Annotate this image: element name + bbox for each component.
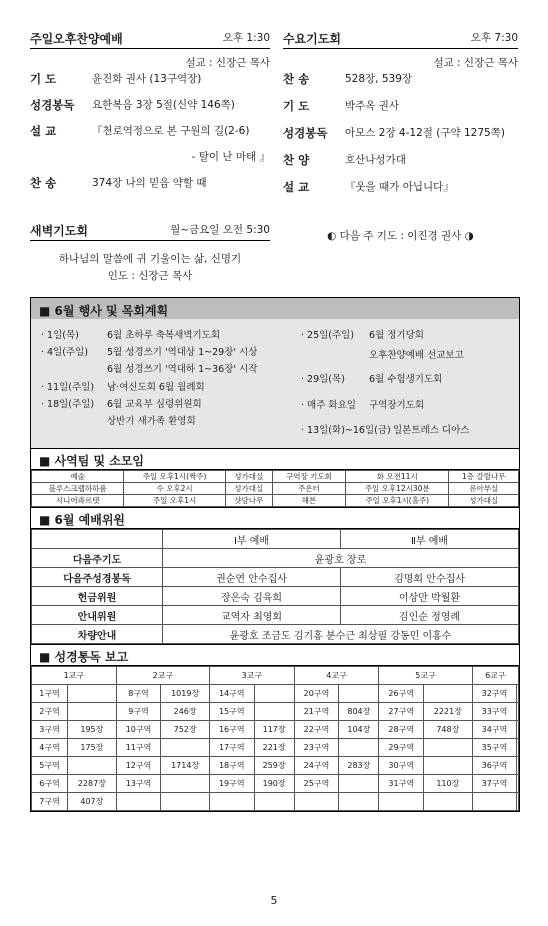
reading-district: 26구역 bbox=[379, 685, 424, 703]
reading-count bbox=[161, 739, 210, 757]
wednesday-title: 수요기도회 bbox=[283, 32, 341, 46]
event-date: · 25일(주일) bbox=[301, 330, 355, 341]
duty-value-2: 김명회 안수집사 bbox=[341, 568, 519, 587]
reading-count bbox=[424, 757, 473, 775]
reading-count bbox=[517, 793, 519, 811]
duty-table bbox=[31, 529, 519, 644]
duty-row bbox=[32, 568, 519, 587]
reading-count bbox=[339, 685, 379, 703]
dawn-prayer-header bbox=[30, 222, 270, 241]
reading-count bbox=[424, 685, 473, 703]
event-text: 오후찬양예배 선교보고 bbox=[369, 350, 464, 361]
reading-count: 283장 bbox=[339, 757, 379, 775]
june-events bbox=[31, 319, 519, 448]
event-text: 6월 정기당회 bbox=[369, 330, 424, 341]
service-item bbox=[30, 97, 270, 123]
reading-count bbox=[68, 685, 117, 703]
reading-count bbox=[254, 685, 294, 703]
reading-count: 190장 bbox=[254, 775, 294, 793]
service-item-label: 설 교 bbox=[30, 124, 57, 138]
reading-district: 6구역 bbox=[32, 775, 68, 793]
event-date: · 4일(주일) bbox=[41, 347, 89, 358]
reading-district: 14구역 bbox=[209, 685, 254, 703]
reading-district: 33구역 bbox=[472, 703, 517, 721]
ministry-cell: 성가대실 bbox=[225, 471, 272, 483]
service-item-label: 기 도 bbox=[283, 99, 310, 113]
june-events-title: ■ 6월 행사 및 목회계획 bbox=[31, 298, 519, 319]
reading-count bbox=[339, 739, 379, 757]
reading-count bbox=[161, 775, 210, 793]
reading-district: 17구역 bbox=[209, 739, 254, 757]
duty-value: 윤광호 조금도 김기홍 분수근 최상필 강동민 이홍수 bbox=[163, 625, 519, 644]
reading-district bbox=[294, 793, 339, 811]
reading-district bbox=[209, 793, 254, 811]
reading-count: 195장 bbox=[68, 721, 117, 739]
reading-district: 34구역 bbox=[472, 721, 517, 739]
reading-district: 2구역 bbox=[32, 703, 68, 721]
service-item-value: 호산나성가대 bbox=[345, 154, 406, 166]
ministry-cell: 유아부실 bbox=[449, 483, 519, 495]
service-item bbox=[30, 149, 270, 175]
reading-district: 36구역 bbox=[472, 757, 517, 775]
notice-box bbox=[30, 297, 520, 812]
event-text: 5월 성경쓰기 '역대상 1~29장' 시상 bbox=[107, 347, 258, 358]
reading-district: 9구역 bbox=[116, 703, 161, 721]
district-header: 2교구 bbox=[116, 667, 209, 685]
reading-district: 29구역 bbox=[379, 739, 424, 757]
wednesday-time: 오후 7:30 bbox=[470, 32, 518, 44]
reading-count bbox=[254, 703, 294, 721]
service-item-value: 528장, 539장 bbox=[345, 73, 413, 85]
reading-district: 11구역 bbox=[116, 739, 161, 757]
reading-district: 25구역 bbox=[294, 775, 339, 793]
reading-count: 804장 bbox=[339, 703, 379, 721]
reading-district: 27구역 bbox=[379, 703, 424, 721]
duty-value-1: 장은숙 김육희 bbox=[163, 587, 341, 606]
service-item-label: 찬 양 bbox=[283, 153, 310, 167]
service-item bbox=[283, 71, 518, 98]
reading-count: 246장 bbox=[161, 703, 210, 721]
ministry-title: ■ 사역팀 및 소모임 bbox=[31, 448, 519, 470]
reading-district: 1구역 bbox=[32, 685, 68, 703]
reading-count bbox=[517, 703, 519, 721]
reading-count bbox=[517, 721, 519, 739]
reading-count bbox=[424, 739, 473, 757]
service-item-label: 성경봉독 bbox=[30, 98, 75, 112]
reading-title: ■ 성경통독 보고 bbox=[31, 644, 519, 666]
wednesday-items bbox=[283, 71, 518, 206]
event-text: 6월 성경쓰기 '역대하 1~36장' 시작 bbox=[107, 364, 258, 375]
service-item-value: 박주옥 권사 bbox=[345, 100, 400, 112]
sunday-afternoon-section bbox=[30, 30, 270, 201]
reading-count: 104장 bbox=[339, 721, 379, 739]
ministry-cell: 성가대실 bbox=[225, 483, 272, 495]
reading-district: 35구역 bbox=[472, 739, 517, 757]
reading-district: 3구역 bbox=[32, 721, 68, 739]
duty-value-2: 이상만 박월환 bbox=[341, 587, 519, 606]
service-item bbox=[283, 125, 518, 152]
event-date: · 1일(목) bbox=[41, 330, 79, 341]
duty-label: 다음주성경봉독 bbox=[32, 568, 163, 587]
duty-value-1: 교역자 최영회 bbox=[163, 606, 341, 625]
dawn-theme: 하나님의 말씀에 귀 기울이는 삶, 신명기 bbox=[58, 253, 242, 265]
duty-title: ■ 6월 예배위원 bbox=[31, 507, 519, 529]
reading-count bbox=[161, 793, 210, 811]
reading-district: 10구역 bbox=[116, 721, 161, 739]
reading-count: 1714장 bbox=[161, 757, 210, 775]
reading-count bbox=[339, 793, 379, 811]
reading-district: 5구역 bbox=[32, 757, 68, 775]
service-item bbox=[283, 98, 518, 125]
service-item-value: 요한복음 3장 5절(신약 146쪽) bbox=[92, 99, 235, 111]
reading-district bbox=[472, 793, 517, 811]
service-item bbox=[30, 71, 270, 97]
event-text: 남·여신도회 6월 월례회 bbox=[107, 382, 205, 393]
ministry-cell: 주온터 bbox=[272, 483, 345, 495]
reading-row bbox=[32, 685, 519, 703]
sunday-afternoon-header bbox=[30, 30, 270, 49]
duty-col2: Ⅱ부 예배 bbox=[341, 530, 519, 549]
duty-value-1: 권순연 안수집사 bbox=[163, 568, 341, 587]
event-text: 일본트레스 디아스 bbox=[393, 425, 470, 436]
service-item-label: 성경봉독 bbox=[283, 126, 328, 140]
sunday-afternoon-title: 주일오후찬양예배 bbox=[30, 32, 123, 46]
event-text: 6월 교육부 심령위원회 bbox=[107, 399, 202, 410]
event-date: · 매주 화요일 bbox=[301, 400, 356, 411]
reading-district: 32구역 bbox=[472, 685, 517, 703]
duty-label: 차량안내 bbox=[32, 625, 163, 644]
reading-district: 22구역 bbox=[294, 721, 339, 739]
service-item-value: 『천로역정으로 본 구원의 길(2-6) bbox=[92, 125, 250, 137]
service-item bbox=[30, 175, 270, 201]
district-header: 4교구 bbox=[294, 667, 379, 685]
reading-count bbox=[339, 775, 379, 793]
reading-district: 15구역 bbox=[209, 703, 254, 721]
ministry-row bbox=[32, 471, 519, 483]
ministry-cell: 해븐 bbox=[272, 495, 345, 507]
reading-district: 13구역 bbox=[116, 775, 161, 793]
reading-district: 28구역 bbox=[379, 721, 424, 739]
reading-district: 7구역 bbox=[32, 793, 68, 811]
reading-district bbox=[379, 793, 424, 811]
duty-value: 윤광호 장로 bbox=[163, 549, 519, 568]
event-text: 6월 수험생기도회 bbox=[369, 374, 443, 385]
district-header: 5교구 bbox=[379, 667, 472, 685]
service-item-value: 『웃을 때가 아닙니다』 bbox=[345, 181, 454, 193]
ministry-cell: 1층 갈릴나무 bbox=[449, 471, 519, 483]
reading-row bbox=[32, 703, 519, 721]
reading-count: 2287장 bbox=[68, 775, 117, 793]
ministry-row bbox=[32, 483, 519, 495]
next-prayer: ◐ 다음 주 기도 : 이진경 권사 ◑ bbox=[327, 230, 474, 242]
ministry-row bbox=[32, 495, 519, 507]
dawn-prayer-time: 월~금요일 오전 5:30 bbox=[170, 224, 270, 236]
service-item-label: 찬 송 bbox=[283, 72, 310, 86]
service-item-value: 윤진화 권사 (13구역장) bbox=[92, 73, 202, 85]
service-item-value: - 탈이 난 마태 』 bbox=[191, 151, 270, 163]
service-item-label: 기 도 bbox=[30, 72, 57, 86]
reading-count: 2221장 bbox=[424, 703, 473, 721]
ministry-cell: 구역장 기도회 bbox=[272, 471, 345, 483]
duty-row bbox=[32, 625, 519, 644]
sunday-items bbox=[30, 71, 270, 201]
reading-count bbox=[517, 775, 519, 793]
reading-district: 18구역 bbox=[209, 757, 254, 775]
duty-label: 안내위원 bbox=[32, 606, 163, 625]
reading-district: 20구역 bbox=[294, 685, 339, 703]
duty-label: 다음주기도 bbox=[32, 549, 163, 568]
reading-count: 752장 bbox=[161, 721, 210, 739]
reading-count: 259장 bbox=[254, 757, 294, 775]
service-item bbox=[283, 152, 518, 179]
reading-count bbox=[68, 757, 117, 775]
reading-district: 23구역 bbox=[294, 739, 339, 757]
reading-count bbox=[68, 703, 117, 721]
reading-row bbox=[32, 721, 519, 739]
event-date: · 29일(목) bbox=[301, 374, 345, 385]
reading-row bbox=[32, 739, 519, 757]
wednesday-preacher: 설교 : 신장근 목사 bbox=[433, 57, 518, 69]
reading-district: 12구역 bbox=[116, 757, 161, 775]
service-item-label: 찬 송 bbox=[30, 176, 57, 190]
reading-count: 110장 bbox=[424, 775, 473, 793]
reading-count: 175장 bbox=[68, 739, 117, 757]
service-item bbox=[30, 123, 270, 149]
ministry-cell: 블루스크랩하하품 bbox=[32, 483, 124, 495]
event-date: · 11일(주일) bbox=[41, 382, 95, 393]
reading-count bbox=[517, 685, 519, 703]
duty-row bbox=[32, 606, 519, 625]
wednesday-header bbox=[283, 30, 518, 49]
reading-district: 37구역 bbox=[472, 775, 517, 793]
reading-count: 748장 bbox=[424, 721, 473, 739]
ministry-cell: 시니어콰르텟 bbox=[32, 495, 124, 507]
reading-district: 24구역 bbox=[294, 757, 339, 775]
service-item-label: 설 교 bbox=[283, 180, 310, 194]
reading-count: 221장 bbox=[254, 739, 294, 757]
sunday-preacher: 설교 : 신장근 목사 bbox=[185, 57, 270, 69]
ministry-table bbox=[31, 470, 519, 507]
event-date: · 13일(화)~16일(금) bbox=[301, 425, 391, 436]
duty-row bbox=[32, 549, 519, 568]
event-date: · 18일(주일) bbox=[41, 399, 95, 410]
district-header: 6교구 bbox=[472, 667, 518, 685]
page-number: 5 bbox=[270, 894, 278, 907]
reading-district: 4구역 bbox=[32, 739, 68, 757]
duty-row bbox=[32, 587, 519, 606]
ministry-cell: 수 오후2시 bbox=[124, 483, 225, 495]
reading-district: 16구역 bbox=[209, 721, 254, 739]
reading-district: 30구역 bbox=[379, 757, 424, 775]
reading-table bbox=[31, 666, 519, 811]
duty-value-2: 김인순 정영례 bbox=[341, 606, 519, 625]
reading-row bbox=[32, 775, 519, 793]
reading-district bbox=[116, 793, 161, 811]
reading-count bbox=[517, 757, 519, 775]
reading-district: 21구역 bbox=[294, 703, 339, 721]
duty-col1: Ⅰ부 예배 bbox=[163, 530, 341, 549]
service-item bbox=[283, 179, 518, 206]
event-text: 상반기 새가족 환영회 bbox=[107, 416, 196, 427]
dawn-prayer-title: 새벽기도회 bbox=[30, 224, 88, 238]
reading-count bbox=[517, 739, 519, 757]
duty-label: 헌금위원 bbox=[32, 587, 163, 606]
reading-count: 1019장 bbox=[161, 685, 210, 703]
ministry-cell: 주일 오후12시30분 bbox=[346, 483, 449, 495]
ministry-cell: 주일 오후1시 bbox=[124, 495, 225, 507]
reading-header-row bbox=[32, 667, 519, 685]
service-item-value: 374장 나의 믿음 약할 때 bbox=[92, 177, 207, 189]
ministry-cell: 성가대실 bbox=[449, 495, 519, 507]
dawn-leader: 인도 : 신장근 목사 bbox=[107, 270, 193, 282]
event-text: 구역장기도회 bbox=[369, 400, 425, 411]
ministry-cell: 화 오전11시 bbox=[346, 471, 449, 483]
duty-corner bbox=[32, 530, 163, 549]
district-header: 3교구 bbox=[209, 667, 294, 685]
sunday-afternoon-time: 오후 1:30 bbox=[222, 32, 270, 44]
ministry-cell: 예술 bbox=[32, 471, 124, 483]
reading-count: 407장 bbox=[68, 793, 117, 811]
reading-district: 8구역 bbox=[116, 685, 161, 703]
event-text: 6월 초하루 축복새벽기도회 bbox=[107, 330, 221, 341]
district-header: 1교구 bbox=[32, 667, 117, 685]
reading-count: 117장 bbox=[254, 721, 294, 739]
ministry-cell: 주일 오후1시(홀주) bbox=[346, 495, 449, 507]
reading-count bbox=[254, 793, 294, 811]
service-item-value: 아모스 2장 4-12절 (구약 1275쪽) bbox=[345, 127, 505, 139]
reading-count bbox=[424, 793, 473, 811]
ministry-cell: 주일 오후1시(짝주) bbox=[124, 471, 225, 483]
reading-row bbox=[32, 793, 519, 811]
ministry-cell: 샷담나무 bbox=[225, 495, 272, 507]
reading-district: 31구역 bbox=[379, 775, 424, 793]
reading-row bbox=[32, 757, 519, 775]
wednesday-section bbox=[283, 30, 518, 243]
dawn-prayer-section bbox=[30, 222, 270, 283]
reading-district: 19구역 bbox=[209, 775, 254, 793]
